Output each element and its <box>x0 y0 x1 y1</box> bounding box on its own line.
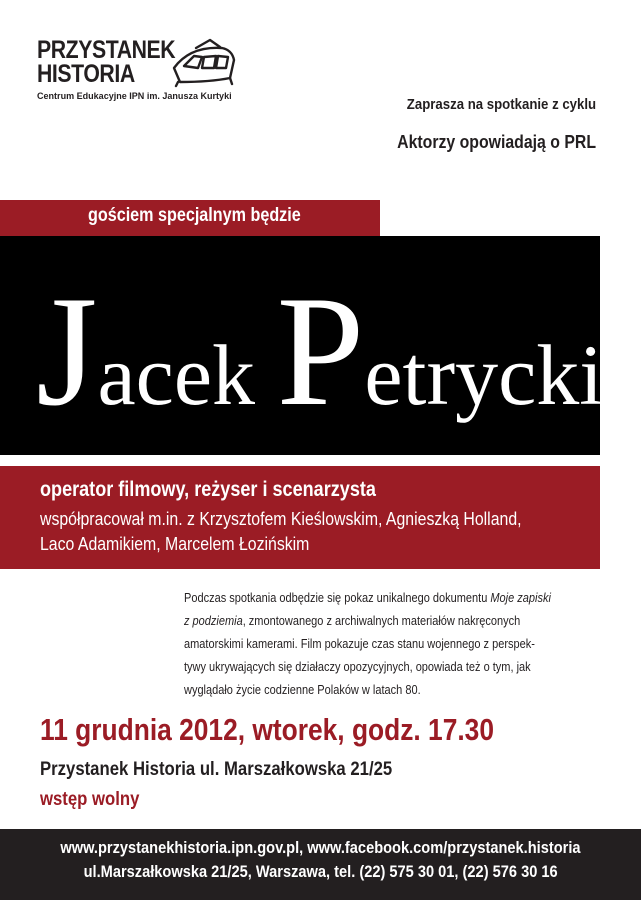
event-place: Przystanek Historia ul. Marszałkowska 21/25 <box>40 759 393 780</box>
tram-icon <box>170 38 238 88</box>
description-text: Podczas spotkania odbędzie się pokaz unikalnego dokumentu <box>184 591 491 605</box>
event-date: 11 grudnia 2012, wtorek, godz. 17.30 <box>40 712 494 747</box>
entry-info: wstęp wolny <box>40 789 140 810</box>
footer-contact-text: ul.Marszałkowska 21/25, Warszawa, tel. (22) 575 30 01, (22) 576 30 16 <box>83 862 558 881</box>
description-text: , zmontowanego z archiwalnych materiałów nakręconych <box>242 614 521 628</box>
last-name-rest: etrycki <box>364 327 604 423</box>
collaborators-line2: Laco Adamikiem, Marcelem Łozińskim <box>40 534 310 554</box>
collaborators-line1: współpracował m.in. z Krzysztofem Kieślowskim, Agnieszką Holland, <box>40 509 522 529</box>
description-line <box>184 611 550 632</box>
guest-role: operator filmowy, reżyser i scenarzysta <box>40 478 376 501</box>
first-initial: J <box>36 264 98 439</box>
footer-links-text: www.przystanekhistoria.ipn.gov.pl, www.facebook.com/przystanek.historia <box>60 838 581 857</box>
description-line: tywy ukrywających się działaczy opozycyjnych, opowiada też o tym, jak <box>184 660 531 674</box>
description-line: wyglądało życie codzienne Polaków w latach 80. <box>184 683 421 697</box>
special-guest-label: gościem specjalnym będzie <box>88 205 301 226</box>
description-line <box>184 588 550 609</box>
film-title: Moje zapiski <box>490 591 551 605</box>
guest-name <box>36 262 603 465</box>
logo-title-line2: HISTORIA <box>37 60 135 88</box>
first-name-rest: acek <box>97 327 277 423</box>
footer-links <box>0 838 641 858</box>
cycle-title: Aktorzy opowiadają o PRL <box>397 132 596 152</box>
film-title: z podziemia <box>184 614 243 628</box>
last-initial: P <box>276 264 365 439</box>
description-line: amatorskimi kamerami. Film pokazuje czas stanu wojennego z perspek- <box>184 637 535 651</box>
logo-subtitle: Centrum Edukacyjne IPN im. Janusza Kurtyki <box>37 91 232 102</box>
logo-title-line1: PRZYSTANEK <box>37 36 176 64</box>
footer-contact <box>0 862 641 882</box>
invitation-text: Zaprasza na spotkanie z cyklu <box>406 96 596 113</box>
